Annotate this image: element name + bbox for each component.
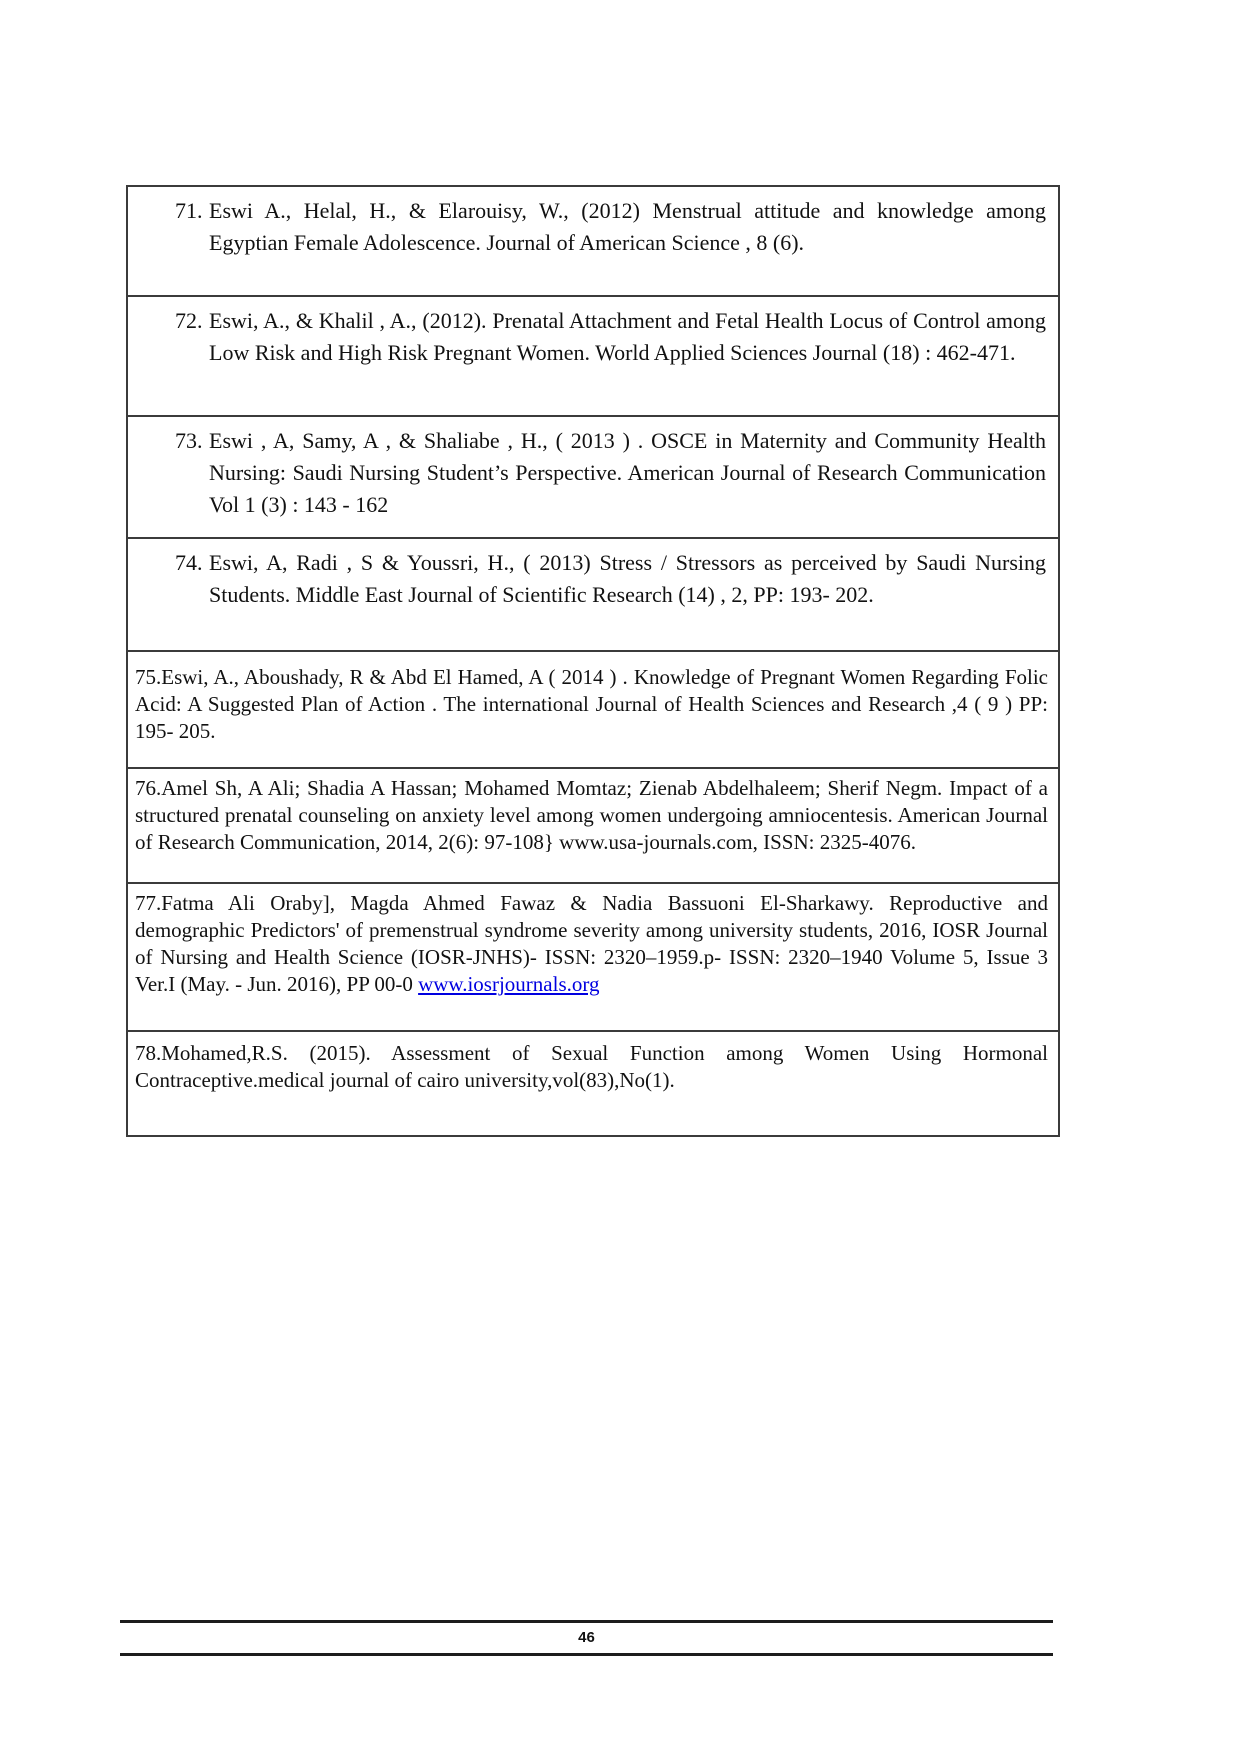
reference-text: Eswi, A, Radi , S & Youssri, H., ( 2013) Stress / Stressors as perceived by Saudi Nursing Students. Middle East Journal of Scientific Research (14) , 2, PP: 193- 202. bbox=[209, 550, 1046, 607]
reference-item-73 bbox=[128, 417, 1058, 539]
reference-item-78 bbox=[128, 1032, 1058, 1135]
reference-number: 74. bbox=[175, 550, 203, 575]
reference-item-71 bbox=[128, 187, 1058, 297]
references-table bbox=[126, 185, 1060, 1137]
reference-text: Mohamed,R.S. (2015). Assessment of Sexual Function among Women Using Hormonal Contraceptive.medical journal of cairo university,vol(83),No(1). bbox=[135, 1041, 1048, 1092]
reference-text: Eswi A., Helal, H., & Elarouisy, W., (2012) Menstrual attitude and knowledge among Egyptian Female Adolescence. Journal of American Science , 8 (6). bbox=[209, 198, 1046, 255]
reference-text: Amel Sh, A Ali; Shadia A Hassan; Mohamed Momtaz; Zienab Abdelhaleem; Sherif Negm. Impact of a structured prenatal counseling on anxiety level among women undergoing amniocentesis. American Journal of Research Communication, 2014, 2(6): 97-108} www.usa-journals.com, ISSN: 2325-4076. bbox=[135, 776, 1048, 854]
reference-text: Eswi, A., & Khalil , A., (2012). Prenatal Attachment and Fetal Health Locus of Control among Low Risk and High Risk Pregnant Women. World Applied Sciences Journal (18) : 462-471. bbox=[209, 308, 1046, 365]
reference-item-75 bbox=[128, 652, 1058, 769]
page-number: 46 bbox=[578, 1629, 595, 1646]
reference-text: Eswi , A, Samy, A , & Shaliabe , H., ( 2013 ) . OSCE in Maternity and Community Health Nursing: Saudi Nursing Student’s Perspective. American Journal of Research Communication Vol 1 (3) : 143 - 162 bbox=[209, 428, 1046, 517]
reference-number: 71. bbox=[175, 198, 203, 223]
reference-item-77 bbox=[128, 884, 1058, 1032]
reference-number: 78. bbox=[135, 1041, 162, 1065]
reference-number: 75. bbox=[135, 665, 162, 689]
reference-text: Eswi, A., Aboushady, R & Abd El Hamed, A ( 2014 ) . Knowledge of Pregnant Women Regarding Folic Acid: A Suggested Plan of Action . The international Journal of Health Sciences and Research ,4 ( 9 ) PP: 195- 205. bbox=[135, 665, 1048, 743]
reference-item-72 bbox=[128, 297, 1058, 417]
reference-number: 77. bbox=[135, 891, 162, 915]
page-footer bbox=[120, 1620, 1053, 1656]
reference-number: 76. bbox=[135, 776, 162, 800]
reference-item-76 bbox=[128, 769, 1058, 884]
reference-number: 72. bbox=[175, 308, 203, 333]
reference-item-74 bbox=[128, 539, 1058, 652]
reference-text: Fatma Ali Oraby], Magda Ahmed Fawaz & Nadia Bassuoni El-Sharkawy. Reproductive and demographic Predictors' of premenstrual syndrome severity among university students, 2016, IOSR Journal of Nursing and Health Science (IOSR-JNHS)- ISSN: 2320–1959.p- ISSN: 2320–1940 Volume 5, Issue 3 Ver.I (May. - Jun. 2016), PP 00-0 bbox=[135, 891, 1048, 996]
iosrjournals-link[interactable]: www.iosrjournals.org bbox=[418, 972, 600, 996]
reference-number: 73. bbox=[175, 428, 203, 453]
